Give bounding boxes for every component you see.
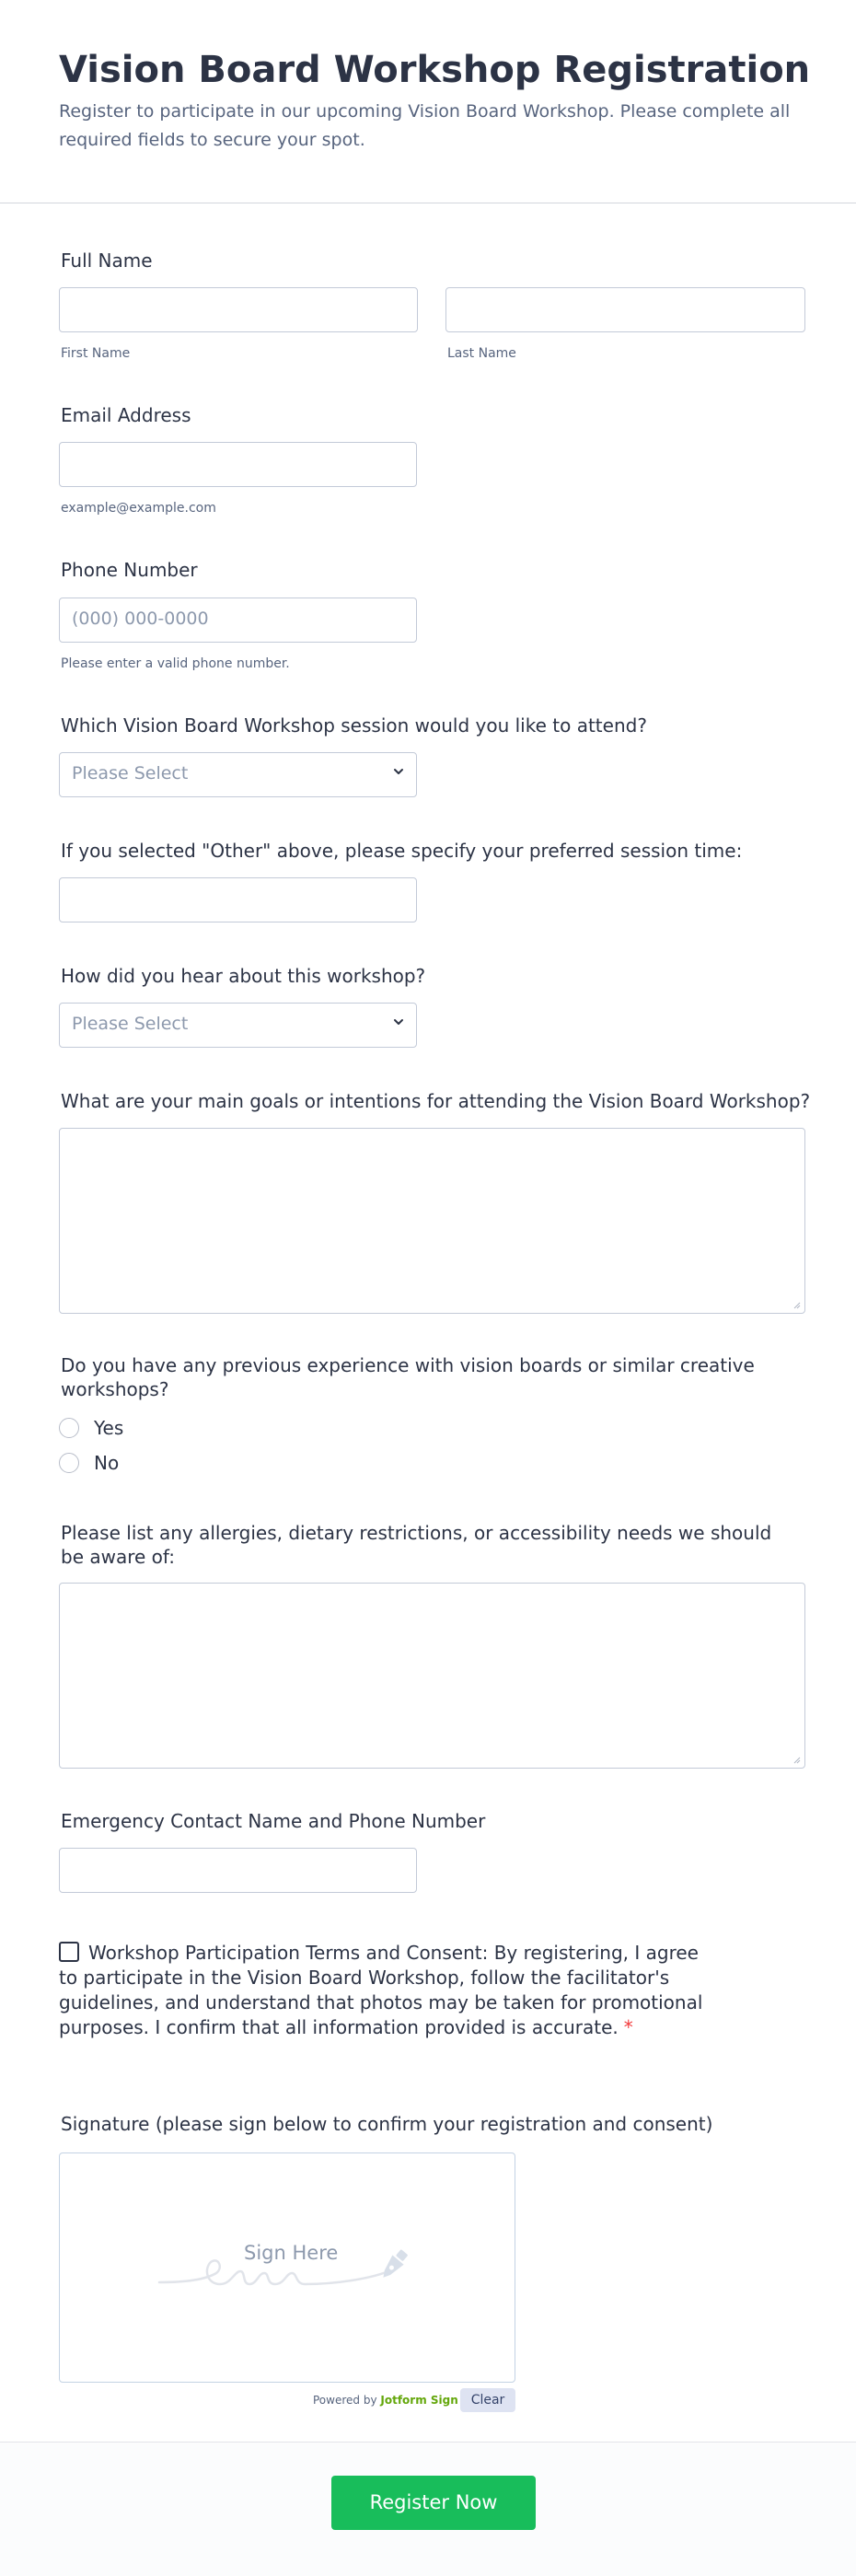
clear-signature-button[interactable]: Clear <box>460 2388 515 2412</box>
signature-label: Signature (please sign below to confirm your registration and consent) <box>61 2113 713 2135</box>
experience-label: Do you have any previous experience with vision boards or similar creative workshops? <box>61 1354 755 1400</box>
form-title: Vision Board Workshop Registration <box>59 49 811 91</box>
form-subtitle: Register to participate in our upcoming Vision Board Workshop. Please complete all required fields to secure your spot. <box>59 101 791 150</box>
radio-button[interactable] <box>59 1453 79 1473</box>
full-name-label: Full Name <box>61 249 153 272</box>
radio-button[interactable] <box>59 1418 79 1438</box>
last-name-sublabel: Last Name <box>447 346 516 361</box>
pen-nib-icon <box>375 2245 413 2284</box>
session-select[interactable] <box>59 752 417 797</box>
form-header <box>0 0 856 203</box>
consent-block <box>59 1941 722 2040</box>
allergies-label: Please list any allergies, dietary restrictions, or accessibility needs we should be aware of: <box>61 1522 772 1568</box>
resize-grip-icon[interactable] <box>792 1755 801 1764</box>
allergies-textarea[interactable] <box>59 1583 805 1769</box>
radio-label-no: No <box>94 1452 120 1474</box>
emergency-label: Emergency Contact Name and Phone Number <box>61 1810 486 1832</box>
goals-textarea[interactable] <box>59 1128 805 1314</box>
resize-grip-icon[interactable] <box>792 1300 801 1309</box>
session-select-value: Please Select <box>72 763 189 783</box>
chevron-down-icon <box>391 764 406 779</box>
email-label: Email Address <box>61 404 191 426</box>
referral-select[interactable] <box>59 1003 417 1048</box>
other-session-input[interactable] <box>59 877 417 922</box>
session-label: Which Vision Board Workshop session would you like to attend? <box>61 714 647 737</box>
powered-by <box>313 2392 458 2408</box>
consent-text: Workshop Participation Terms and Consent: By registering, I agree to participate in the Vision Board Workshop, follow the facilitator's guidelines, and understand that photos may be taken for promotional purposes. I confirm that all information provided is accurate. <box>59 1942 703 2038</box>
other-session-label: If you selected "Other" above, please specify your preferred session time: <box>61 840 743 862</box>
referral-select-value: Please Select <box>72 1014 189 1034</box>
jotform-sign-link[interactable]: Jotform Sign <box>380 2394 458 2407</box>
radio-option-no[interactable] <box>59 1451 169 1477</box>
register-now-button[interactable]: Register Now <box>331 2476 536 2530</box>
consent-checkbox[interactable] <box>59 1942 79 1962</box>
phone-sublabel: Please enter a valid phone number. <box>61 656 290 671</box>
signature-pad[interactable] <box>59 2152 515 2383</box>
last-name-input[interactable] <box>445 287 805 332</box>
referral-label: How did you hear about this workshop? <box>61 965 426 987</box>
first-name-sublabel: First Name <box>61 346 131 361</box>
email-input[interactable] <box>59 442 417 487</box>
emergency-input[interactable] <box>59 1848 417 1893</box>
phone-label: Phone Number <box>61 559 198 581</box>
required-mark: * <box>623 2016 633 2038</box>
goals-label: What are your main goals or intentions for attending the Vision Board Workshop? <box>61 1090 811 1112</box>
radio-option-yes[interactable] <box>59 1416 169 1442</box>
first-name-input[interactable] <box>59 287 418 332</box>
email-sublabel: example@example.com <box>61 501 216 516</box>
phone-input[interactable] <box>59 598 417 643</box>
radio-label-yes: Yes <box>94 1417 124 1439</box>
sign-here-text: Sign Here <box>244 2242 339 2264</box>
phone-placeholder: (000) 000-0000 <box>72 609 209 629</box>
powered-by-text: Powered by <box>313 2394 377 2407</box>
chevron-down-icon <box>391 1015 406 1029</box>
